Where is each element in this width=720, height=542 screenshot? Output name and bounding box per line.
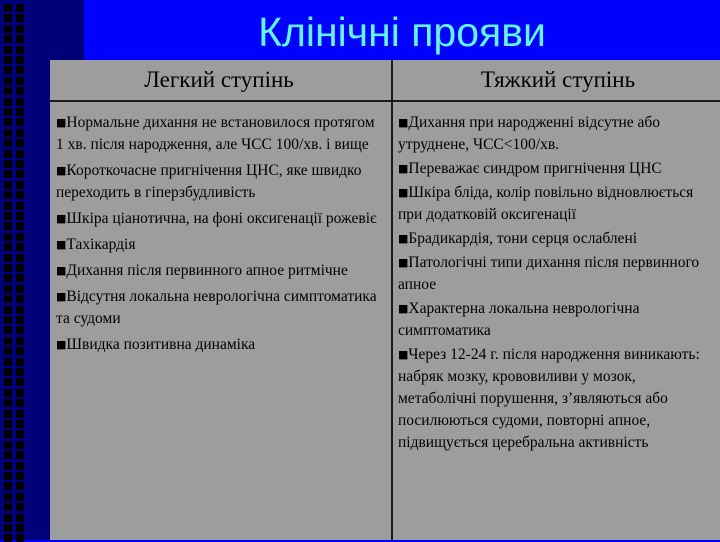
- mild-symptom-item: [56, 334, 382, 356]
- severe-symptom-item-text: Характерна локальна неврологічна симптоматика: [398, 300, 640, 339]
- severe-symptom-item-text: Шкіра бліда, колір повільно відновлюється при додатковій оксигенації: [398, 184, 694, 223]
- square-bullet-icon: ■: [56, 164, 67, 177]
- square-bullet-icon: ■: [56, 212, 67, 225]
- mild-symptom-item: [56, 260, 382, 282]
- square-bullet-icon: ■: [56, 238, 67, 251]
- decorative-square-pattern: [0, 0, 30, 540]
- mild-symptom-item-text: Короткочасне пригнічення ЦНС, яке швидко переходить в гіперзбудливість: [56, 162, 362, 201]
- severe-symptom-item-text: Дихання при народженні відсутне або утруднене, ЧСС<100/хв.: [398, 114, 661, 153]
- severe-symptom-item: [398, 112, 716, 156]
- square-bullet-icon: ■: [398, 232, 409, 245]
- mild-symptom-item-text: Тахікардія: [66, 236, 136, 253]
- square-bullet-icon: ■: [398, 256, 409, 269]
- square-bullet-icon: ■: [56, 338, 67, 351]
- mild-degree-list: [56, 112, 382, 360]
- mild-symptom-item: [56, 208, 382, 230]
- header-divider: [50, 100, 720, 102]
- square-bullet-icon: ■: [398, 116, 409, 129]
- square-bullet-icon: ■: [398, 302, 409, 315]
- severe-symptom-item: [398, 182, 716, 226]
- severe-symptom-item: [398, 228, 716, 250]
- square-bullet-icon: ■: [398, 348, 409, 361]
- square-bullet-icon: ■: [398, 186, 409, 199]
- severe-degree-header: Тяжкий ступінь: [480, 67, 636, 92]
- severe-symptom-item-text: Переважає синдром пригнічення ЦНС: [408, 160, 662, 177]
- square-bullet-icon: ■: [56, 116, 67, 129]
- severe-degree-list: [398, 112, 716, 456]
- mild-symptom-item: [56, 234, 382, 256]
- comparison-table: [50, 60, 720, 540]
- mild-degree-header: Легкий ступінь: [144, 67, 294, 92]
- square-bullet-icon: ■: [56, 264, 67, 277]
- mild-symptom-item-text: Швидка позитивна динаміка: [66, 336, 256, 353]
- square-bullet-icon: ■: [398, 162, 409, 175]
- mild-symptom-item-text: Нормальне дихання не встановилося протягом 1 хв. після народження, але ЧСС 100/хв. і вище: [56, 114, 375, 153]
- mild-symptom-item-text: Відсутня локальна неврологічна симптоматика та судоми: [56, 288, 377, 327]
- severe-symptom-item-text: Через 12-24 г. після народження виникають: набряк мозку, крововиливи у мозок, метаболічні порушення, з’являються або посилюються судоми, повторні апное, підвищується церебральна активність: [398, 346, 700, 451]
- mild-symptom-item-text: Дихання після первинного апное ритмічне: [66, 262, 348, 279]
- mild-symptom-item: [56, 160, 382, 204]
- mild-symptom-item-text: Шкіра ціанотична, на фоні оксигенації рожевіє: [66, 210, 377, 227]
- severe-symptom-item-text: Патологічні типи дихання після первинного апное: [398, 254, 700, 293]
- severe-symptom-item: [398, 252, 716, 296]
- severe-symptom-item: [398, 158, 716, 180]
- column-divider: [391, 60, 393, 540]
- severe-symptom-item: [398, 344, 716, 454]
- mild-symptom-item: [56, 286, 382, 330]
- square-bullet-icon: ■: [56, 290, 67, 303]
- severe-symptom-item: [398, 298, 716, 342]
- severe-symptom-item-text: Брадикардія, тони серця ослаблені: [408, 230, 638, 247]
- mild-symptom-item: [56, 112, 382, 156]
- slide-title: Клінічні прояви: [258, 9, 546, 55]
